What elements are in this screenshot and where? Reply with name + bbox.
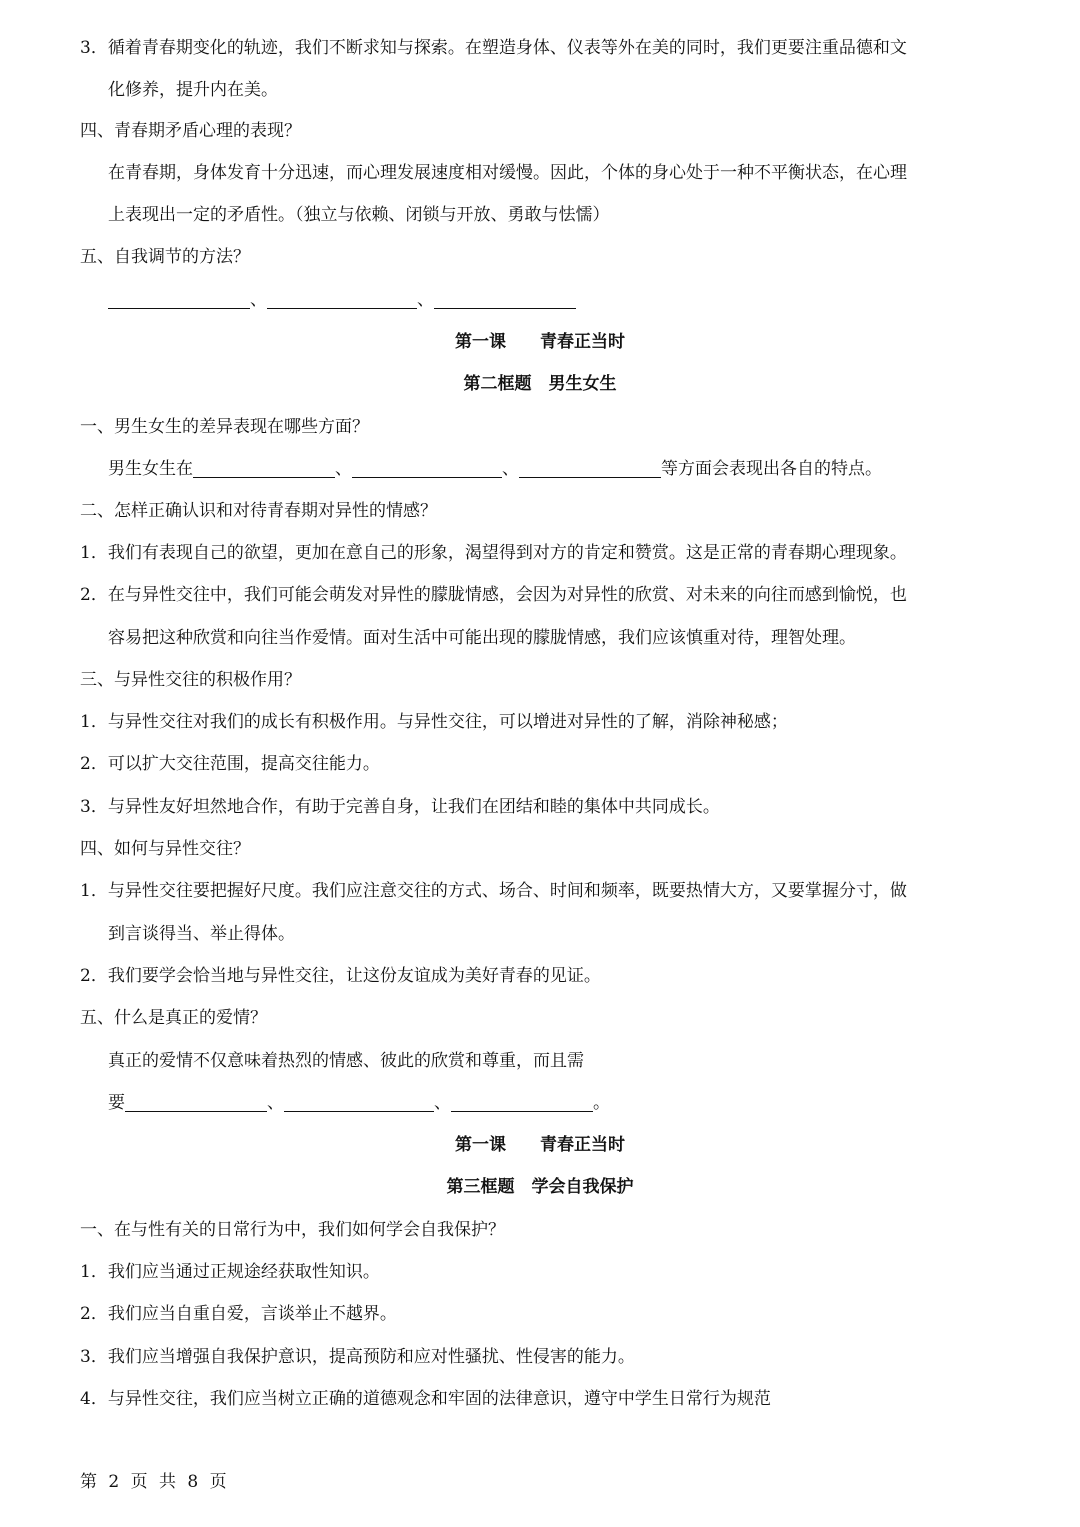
l2-answer-3-2: 2．可以扩大交往范围，提高交往能力。 — [80, 754, 380, 774]
fill-blank[interactable] — [352, 459, 502, 478]
lesson-title: 第一课 青春正当时 — [455, 332, 625, 352]
fill-blank[interactable] — [267, 290, 417, 309]
section-title: 第二框题 男生女生 — [463, 374, 617, 394]
l2-question-2: 二、怎样正确认识和对待青春期对异性的情感？ — [80, 501, 437, 521]
l2-question-5: 五、什么是真正的爱情？ — [80, 1008, 267, 1028]
fill-blank[interactable] — [434, 290, 576, 309]
page-number: 第 2 页 共 8 页 — [80, 1472, 230, 1492]
l2-answer-5-line-1: 真正的爱情不仅意味着热烈的情感、彼此的欣赏和尊重，而且需 — [108, 1051, 584, 1071]
l3-answer-2: 2．我们应当自重自爱，言谈举止不越界。 — [80, 1304, 397, 1324]
l2-answer-4-2: 2．我们要学会恰当地与异性交往，让这份友谊成为美好青春的见证。 — [80, 966, 601, 986]
l2-answer-4-1-line-2: 到言谈得当、举止得体。 — [108, 924, 295, 944]
l2-question-1: 一、男生女生的差异表现在哪些方面？ — [80, 417, 369, 437]
fill-blank[interactable] — [125, 1093, 267, 1112]
l2-answer-4-1-line-1: 1．与异性交往要把握好尺度。我们应注意交往的方式、场合、时间和频率，既要热情大方，又要掌握分寸，做 — [80, 881, 907, 901]
self-regulation-blanks: 、 、 — [108, 288, 576, 312]
l3-answer-4: 4．与异性交往，我们应当树立正确的道德观念和牢固的法律意识，遵守中学生日常行为规范 — [80, 1389, 771, 1409]
question-4-heading: 四、青春期矛盾心理的表现？ — [80, 121, 301, 141]
fill-blank[interactable] — [519, 459, 661, 478]
l2-answer-5-blanks: 要 、 、 。 — [108, 1093, 610, 1113]
l2-question-1-blanks: 男生女生在 、 、 等方面会表现出各自的特点。 — [108, 459, 882, 479]
fill-blank[interactable] — [108, 290, 250, 309]
question-4-answer-line-2: 上表现出一定的矛盾性。（独立与依赖、闭锁与开放、勇敢与怯懦） — [108, 205, 610, 225]
fill-blank[interactable] — [193, 459, 335, 478]
l2-answer-3-1: 1．与异性交往对我们的成长有积极作用。与异性交往，可以增进对异性的了解，消除神秘感； — [80, 712, 788, 732]
l2-question-4: 四、如何与异性交往？ — [80, 839, 250, 859]
l2-answer-3-3: 3．与异性友好坦然地合作，有助于完善自身，让我们在团结和睦的集体中共同成长。 — [80, 797, 720, 817]
item-3-line-1: 3．循着青春期变化的轨迹，我们不断求知与探索。在塑造身体、仪表等外在美的同时，我们更要注重品德和文 — [80, 38, 907, 58]
fill-blank[interactable] — [451, 1093, 593, 1112]
section-title-2: 第三框题 学会自我保护 — [446, 1177, 634, 1197]
fill-blank[interactable] — [284, 1093, 434, 1112]
l3-question-1: 一、在与性有关的日常行为中，我们如何学会自我保护？ — [80, 1220, 505, 1240]
question-5-heading: 五、自我调节的方法？ — [80, 247, 250, 267]
lesson-title-2: 第一课 青春正当时 — [455, 1135, 625, 1155]
item-3-line-2: 化修养，提升内在美。 — [108, 80, 278, 100]
l2-answer-2-2-line-2: 容易把这种欣赏和向往当作爱情。面对生活中可能出现的朦胧情感，我们应该慎重对待，理智处理。 — [108, 628, 856, 648]
l2-answer-2-1: 1．我们有表现自己的欲望，更加在意自己的形象，渴望得到对方的肯定和赞赏。这是正常的青春期心理现象。 — [80, 543, 907, 563]
l2-answer-2-2-line-1: 2．在与异性交往中，我们可能会萌发对异性的朦胧情感，会因为对异性的欣赏、对未来的向往而感到愉悦，也 — [80, 585, 907, 605]
question-4-answer-line-1: 在青春期，身体发育十分迅速，而心理发展速度相对缓慢。因此，个体的身心处于一种不平衡状态，在心理 — [108, 163, 907, 183]
l3-answer-3: 3．我们应当增强自我保护意识，提高预防和应对性骚扰、性侵害的能力。 — [80, 1347, 635, 1367]
l2-question-3: 三、与异性交往的积极作用？ — [80, 670, 301, 690]
l3-answer-1: 1．我们应当通过正规途经获取性知识。 — [80, 1262, 380, 1282]
